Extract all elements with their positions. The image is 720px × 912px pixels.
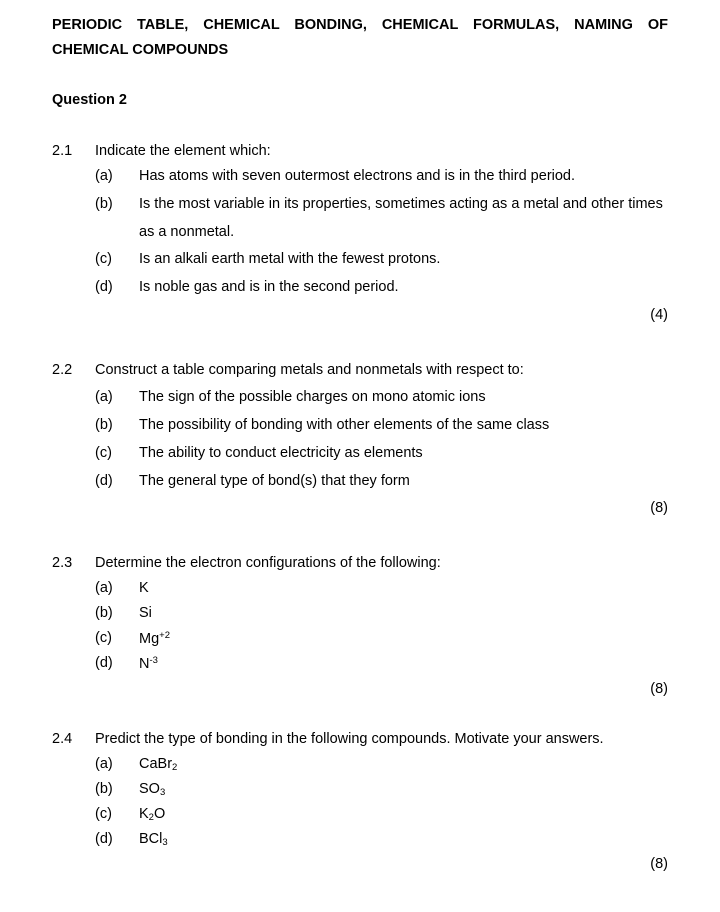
item-label: (b) bbox=[95, 781, 113, 797]
item-text-continued: as a nonmetal. bbox=[139, 224, 235, 240]
formula-part: O bbox=[153, 806, 166, 822]
document-title-line-2: CHEMICAL COMPOUNDS bbox=[52, 42, 229, 58]
element-symbol bbox=[139, 580, 149, 596]
item-label: (d) bbox=[95, 655, 113, 671]
ion-symbol bbox=[139, 630, 170, 647]
item-text: Is the most variable in its properties, sometimes acting as a metal and other times bbox=[139, 196, 663, 212]
formula-part: CaBr bbox=[139, 756, 173, 772]
document-title-line-1: PERIODIC TABLE, CHEMICAL BONDING, CHEMICAL FORMULAS, NAMING OF bbox=[52, 17, 668, 33]
question-text: Determine the electron configurations of the following: bbox=[95, 555, 441, 571]
item-label: (a) bbox=[95, 580, 113, 596]
question-number: 2.2 bbox=[52, 362, 73, 378]
formula-subscript: 3 bbox=[162, 837, 168, 848]
item-label: (a) bbox=[95, 756, 113, 772]
question-number: 2.3 bbox=[52, 555, 73, 571]
item-label: (d) bbox=[95, 831, 113, 847]
item-text: The general type of bond(s) that they form bbox=[139, 473, 410, 489]
item-label: (d) bbox=[95, 473, 113, 489]
item-text: The possibility of bonding with other elements of the same class bbox=[139, 417, 550, 433]
formula-part: SO bbox=[139, 781, 160, 797]
formula-subscript: 3 bbox=[159, 787, 166, 798]
ion-charge: -3 bbox=[149, 655, 158, 666]
marks: (8) bbox=[650, 856, 668, 872]
item-label: (b) bbox=[95, 196, 113, 212]
symbol-text: Si bbox=[139, 605, 152, 621]
element-symbol bbox=[139, 605, 152, 621]
item-text: Is noble gas and is in the second period. bbox=[139, 279, 399, 295]
compound-formula bbox=[139, 831, 168, 848]
item-label: (a) bbox=[95, 168, 113, 184]
item-label: (c) bbox=[95, 806, 112, 822]
formula-part: BCl bbox=[139, 831, 163, 847]
marks: (4) bbox=[650, 307, 668, 323]
symbol-text: K bbox=[139, 580, 149, 596]
marks: (8) bbox=[650, 500, 668, 516]
item-label: (c) bbox=[95, 445, 112, 461]
compound-formula bbox=[139, 781, 165, 798]
ion-charge: +2 bbox=[159, 630, 170, 641]
ion-symbol bbox=[139, 655, 158, 672]
symbol-text: Mg bbox=[139, 631, 160, 647]
question-title: Question 2 bbox=[52, 92, 127, 108]
item-text: Is an alkali earth metal with the fewest protons. bbox=[139, 251, 441, 267]
question-text: Predict the type of bonding in the following compounds. Motivate your answers. bbox=[95, 731, 604, 747]
item-text: The sign of the possible charges on mono atomic ions bbox=[139, 389, 486, 405]
marks: (8) bbox=[650, 681, 668, 697]
compound-formula bbox=[139, 806, 165, 823]
question-number: 2.1 bbox=[52, 143, 73, 159]
formula-part: K bbox=[139, 806, 149, 822]
question-number: 2.4 bbox=[52, 731, 73, 747]
item-label: (c) bbox=[95, 630, 112, 646]
item-text: Has atoms with seven outermost electrons and is in the third period. bbox=[139, 168, 576, 184]
formula-subscript: 2 bbox=[148, 812, 154, 823]
compound-formula bbox=[139, 756, 177, 773]
item-label: (c) bbox=[95, 251, 112, 267]
item-label: (d) bbox=[95, 279, 113, 295]
symbol-text: N bbox=[139, 656, 150, 672]
item-label: (b) bbox=[95, 605, 113, 621]
question-text: Construct a table comparing metals and nonmetals with respect to: bbox=[95, 362, 524, 378]
question-text: Indicate the element which: bbox=[95, 143, 271, 159]
formula-subscript: 2 bbox=[172, 762, 178, 773]
item-text: The ability to conduct electricity as elements bbox=[139, 445, 423, 461]
item-label: (a) bbox=[95, 389, 113, 405]
item-label: (b) bbox=[95, 417, 113, 433]
